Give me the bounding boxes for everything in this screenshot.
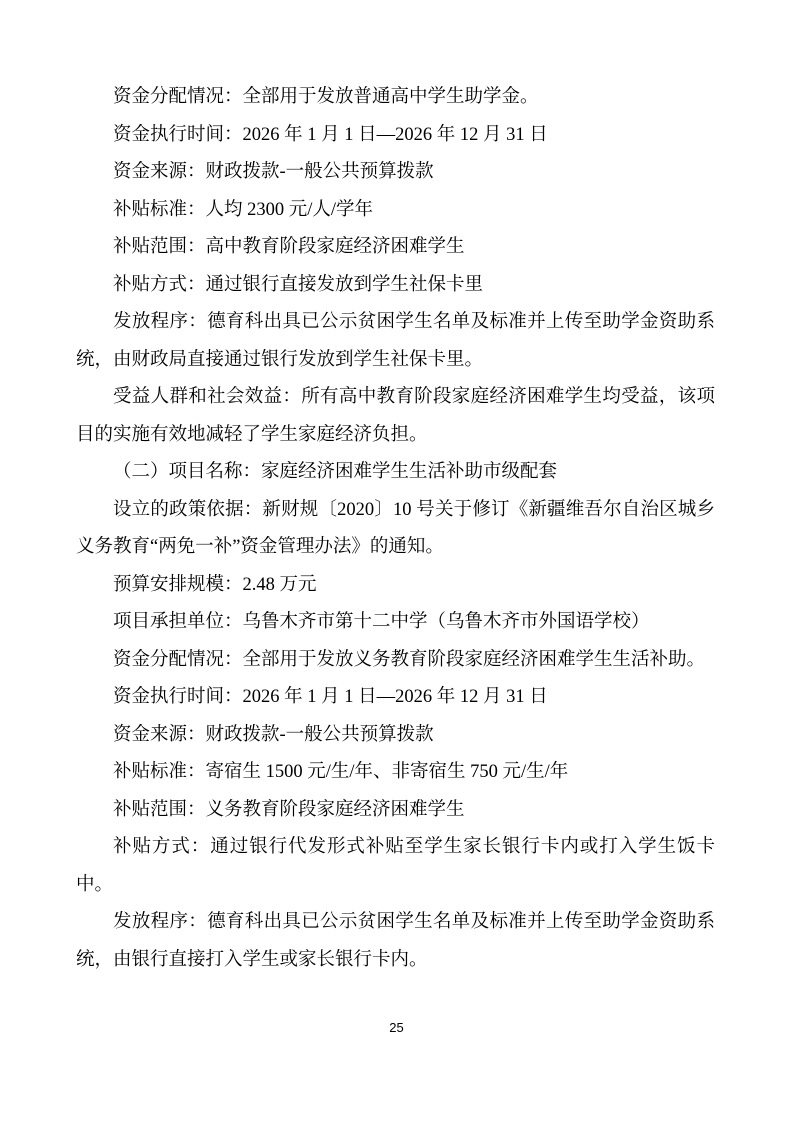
paragraph: 资金执行时间：2026 年 1 月 1 日—2026 年 12 月 31 日	[113, 124, 548, 145]
paragraph: 资金执行时间：2026 年 1 月 1 日—2026 年 12 月 31 日	[113, 687, 548, 707]
paragraph: 补贴标准：人均 2300 元/人/学年	[113, 199, 374, 220]
page-footer	[0, 1020, 793, 1035]
paragraph: 资金分配情况：全部用于发放义务教育阶段家庭经济困难学生生活补助。	[113, 649, 706, 670]
paragraph: 预算安排规模：2.48 万元	[113, 574, 317, 595]
paragraph: 受益人群和社会效益：所有高中教育阶段家庭经济困难学生均受益，该项目的实施有效地减轻了学生家庭经济负担。	[76, 387, 715, 445]
paragraph: 发放程序：德育科出具已公示贫困学生名单及标准并上传至助学金资助系统，由财政局直接通过银行发放到学生社保卡里。	[76, 312, 715, 370]
paragraph: （二）项目名称：家庭经济困难学生生活补助市级配套	[113, 462, 558, 482]
paragraph: 项目承担单位：乌鲁木齐市第十二中学（乌鲁木齐市外国语学校）	[113, 612, 650, 632]
paragraph: 资金分配情况：全部用于发放普通高中学生助学金。	[113, 87, 539, 107]
paragraph: 补贴标准：寄宿生 1500 元/生/年、非寄宿生 750 元/生/年	[113, 762, 569, 782]
paragraph: 资金来源：财政拨款-一般公共预算拨款	[113, 724, 434, 745]
paragraph: 补贴方式：通过银行直接发放到学生社保卡里	[113, 274, 484, 295]
paragraph: 设立的政策依据：新财规〔2020〕10 号关于修订《新疆维吾尔自治区城乡义务教育“两免一补”资金管理办法》的通知。	[76, 499, 715, 557]
paragraph: 发放程序：德育科出具已公示贫困学生名单及标准并上传至助学金资助系统，由银行直接打入学生或家长银行卡内。	[76, 912, 715, 970]
page-number: 25	[389, 1020, 404, 1035]
paragraph: 补贴方式：通过银行代发形式补贴至学生家长银行卡内或打入学生饭卡中。	[76, 837, 715, 895]
document-body	[76, 79, 715, 979]
paragraph: 资金来源：财政拨款-一般公共预算拨款	[113, 162, 434, 182]
paragraph: 补贴范围：高中教育阶段家庭经济困难学生	[113, 237, 465, 257]
paragraph: 补贴范围：义务教育阶段家庭经济困难学生	[113, 799, 465, 820]
